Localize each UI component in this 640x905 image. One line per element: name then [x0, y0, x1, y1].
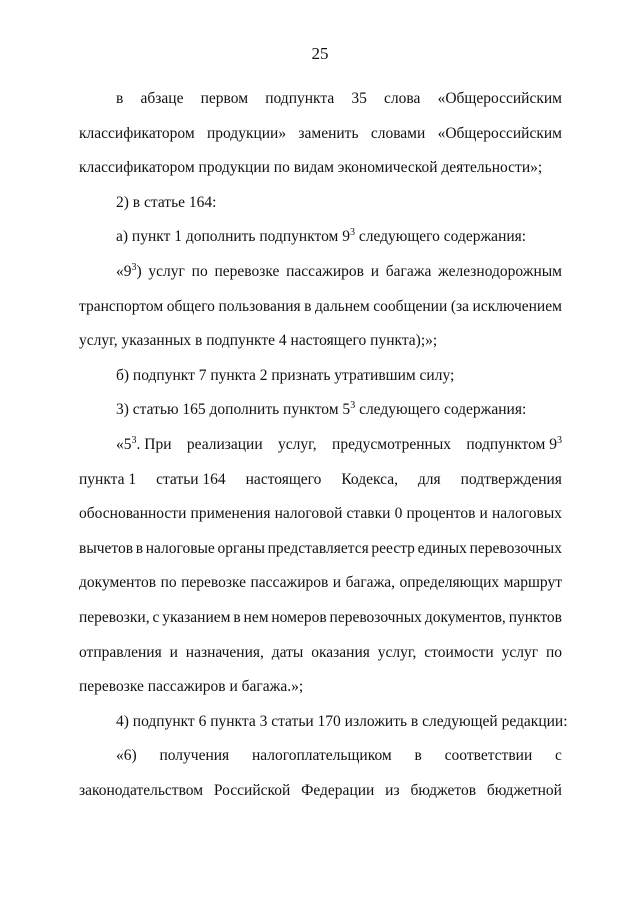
- text-line-1: [79, 82, 562, 117]
- word: для: [417, 470, 441, 488]
- text-line-6: [79, 255, 562, 290]
- word: единых: [417, 539, 467, 557]
- superscript: 3: [556, 434, 562, 446]
- word: процентов: [406, 505, 476, 523]
- text-line-15: [79, 566, 562, 601]
- word: с: [555, 747, 562, 765]
- superscript: 3: [350, 400, 356, 412]
- word: назначения,: [185, 643, 264, 661]
- text-line-19: 4) подпункт 6 пункта 3 статьи 170 изложить в следующей редакции:: [116, 712, 568, 730]
- text-line-9: б) подпункт 7 пункта 2 признать утратившим силу;: [116, 366, 455, 384]
- word: перевозочных: [469, 539, 562, 557]
- word: Кодекса,: [341, 470, 398, 488]
- text-segment: ): [136, 262, 142, 280]
- word: Федерации: [301, 781, 375, 799]
- text-line-16: [79, 601, 562, 636]
- superscript: 3: [131, 261, 137, 273]
- text-segment: «9: [116, 262, 132, 280]
- word: [116, 255, 142, 290]
- word: первом: [200, 90, 249, 107]
- word: пунктов: [508, 608, 562, 626]
- word: заменить: [298, 124, 359, 142]
- word: 0: [394, 505, 403, 523]
- word: багажа,: [345, 574, 396, 592]
- text-line-21: [79, 774, 562, 809]
- text-line-8: услуг, указанных в подпункте 4 настоящего пункта);»;: [79, 332, 438, 350]
- text-line-3: классификатором продукции по видам экономической деятельности»;: [79, 159, 543, 177]
- word: подтверждения: [460, 470, 562, 488]
- word: «Общероссийским: [437, 124, 562, 142]
- word: предусмотренных: [332, 435, 451, 453]
- word: перевозочных: [329, 608, 422, 626]
- word: сообщении: [373, 297, 448, 315]
- word: услуг: [501, 643, 539, 661]
- word: из: [385, 781, 400, 799]
- word: в: [135, 539, 144, 557]
- text-segment: . При: [136, 435, 172, 453]
- word: соответствии: [444, 747, 533, 765]
- word: перевозки,: [79, 608, 150, 626]
- text-segment: «5: [116, 435, 132, 453]
- text-line-2: [79, 117, 562, 152]
- word: документов,: [424, 608, 506, 626]
- word: словами: [370, 124, 426, 142]
- word: транспортом: [79, 297, 164, 315]
- word: продукции»: [206, 124, 287, 142]
- text-segment: следующего содержания:: [354, 228, 527, 246]
- word: общего: [166, 297, 215, 315]
- text-line-18: перевозке пассажиров и багажа.»;: [79, 678, 304, 696]
- word: налогоплательщиком: [252, 747, 392, 765]
- superscript: 3: [131, 434, 137, 446]
- text-line-14: [79, 532, 562, 567]
- word: настоящего: [245, 470, 322, 488]
- word: налоговых: [492, 505, 562, 523]
- word: вычетов: [79, 539, 134, 557]
- word: указанием: [162, 608, 231, 626]
- word: налоговые: [145, 539, 215, 557]
- word: налоговой: [274, 505, 343, 523]
- word: 35: [351, 90, 367, 107]
- page-number: 25: [311, 44, 329, 63]
- word: в: [116, 90, 124, 107]
- text-line-13: [79, 497, 562, 532]
- superscript: 3: [349, 227, 355, 239]
- word: пользования: [218, 297, 301, 315]
- word: реализации: [186, 435, 263, 453]
- document-body: [79, 82, 568, 808]
- word: по: [160, 574, 177, 592]
- word: бюджетов: [410, 781, 477, 799]
- word: перевозке: [214, 262, 280, 280]
- word: и: [332, 574, 342, 592]
- word: дальнем: [315, 297, 370, 315]
- word: в: [304, 297, 312, 315]
- word: в: [414, 747, 422, 765]
- word: статьи 164: [156, 470, 226, 488]
- text-segment: а) пункт 1 дополнить подпунктом 9: [116, 228, 350, 246]
- word: подпункта: [265, 90, 335, 107]
- word: бюджетной: [486, 781, 562, 799]
- word: (за: [450, 297, 469, 315]
- text-line-11: [79, 428, 562, 463]
- word: багажа: [385, 262, 432, 280]
- word: и: [479, 505, 488, 523]
- text-line-4: 2) в статье 164:: [116, 193, 217, 211]
- word: маршрут: [503, 574, 562, 592]
- word: и: [370, 262, 379, 280]
- text-segment: подпунктом: [466, 435, 546, 453]
- word: с: [152, 608, 160, 626]
- text-line-7: [79, 290, 562, 325]
- word: получения: [159, 747, 230, 765]
- word: применения: [190, 505, 271, 523]
- word: обоснованности: [79, 505, 187, 523]
- word: классификатором: [79, 124, 195, 142]
- word: услуг,: [377, 643, 417, 661]
- word: «6): [116, 747, 137, 765]
- word: исключением: [472, 297, 562, 315]
- word: в: [233, 608, 241, 626]
- text-line-5: [79, 220, 562, 255]
- word: нем: [243, 608, 269, 626]
- word: представляется: [267, 539, 369, 557]
- word: слова: [384, 90, 421, 107]
- text-line-10: [79, 393, 562, 428]
- word: стоимости: [424, 643, 494, 661]
- word: законодательством: [79, 781, 204, 799]
- word: и: [169, 643, 178, 661]
- text-segment: следующего содержания:: [355, 401, 527, 419]
- word: перевозке: [181, 574, 247, 592]
- word: пассажиров: [286, 262, 364, 280]
- text-line-12: [79, 463, 562, 498]
- word: [116, 428, 172, 463]
- text-line-20: [79, 739, 562, 774]
- word: документов: [79, 574, 157, 592]
- word: услуг,: [278, 435, 317, 453]
- word: услуг: [148, 262, 185, 280]
- word: органы: [217, 539, 265, 557]
- text-segment: 9: [549, 435, 557, 453]
- word: оказания: [311, 643, 370, 661]
- word: «Общероссийским: [437, 90, 562, 107]
- word: пассажиров: [250, 574, 329, 592]
- word: пункта 1: [79, 470, 137, 488]
- text-segment: 3) статью 165 дополнить пунктом 5: [116, 401, 351, 419]
- text-line-17: [79, 636, 562, 671]
- word: ставки: [346, 505, 391, 523]
- word: абзаце: [140, 90, 184, 107]
- word: [466, 428, 562, 463]
- word: по: [545, 643, 562, 661]
- word: отправления: [79, 643, 162, 661]
- word: определяющих: [399, 574, 500, 592]
- word: даты: [271, 643, 304, 661]
- word: Российской: [213, 781, 291, 799]
- word: по: [191, 262, 208, 280]
- word: номеров: [271, 608, 327, 626]
- word: железнодорожным: [438, 262, 562, 280]
- word: реестр: [371, 539, 415, 557]
